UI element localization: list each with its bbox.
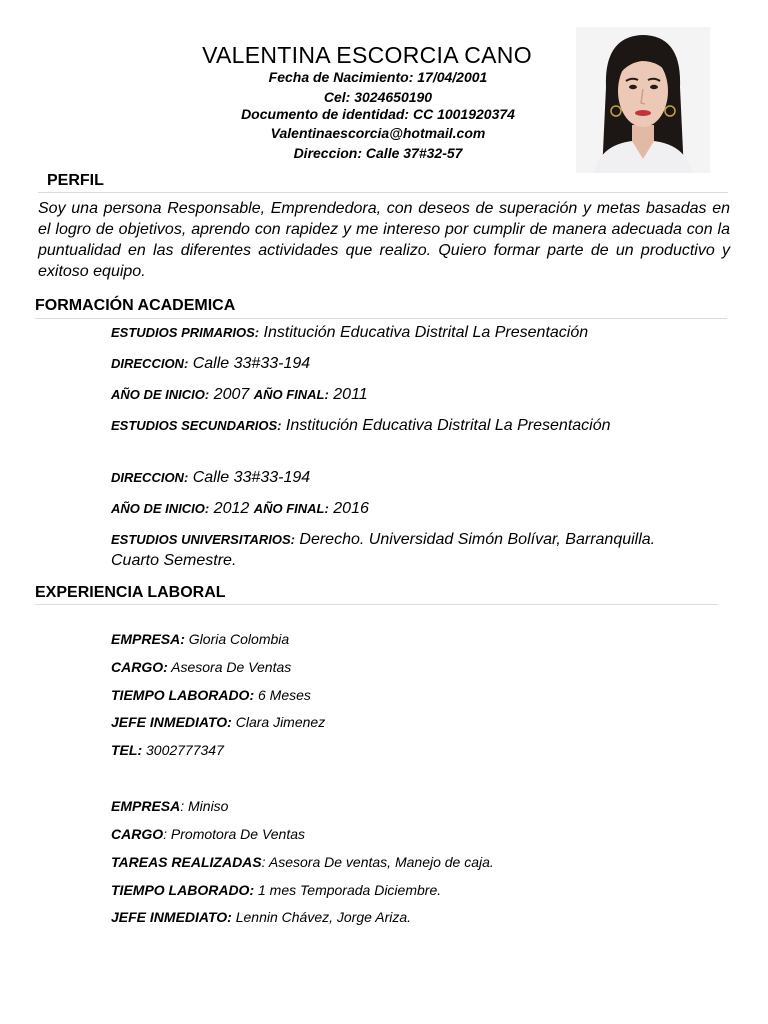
- jefe-value: Lennin Chávez, Jorge Ariza.: [231, 909, 412, 925]
- estudios-universitarios: [111, 529, 658, 571]
- job1-tiempo: [111, 687, 311, 703]
- estudios-universitarios-label: ESTUDIOS UNIVERSITARIOS:: [111, 532, 295, 547]
- email: Valentinaescorcia@hotmail.com: [270, 125, 486, 141]
- estudios-secundarios: [111, 415, 658, 436]
- cargo-value: Asesora De Ventas: [167, 659, 292, 675]
- ano-inicio-label: AÑO DE INICIO:: [111, 501, 210, 516]
- anos-secundarios: [111, 498, 658, 519]
- anos-primarios: [111, 384, 658, 405]
- tiempo-value: 1 mes Temporada Diciembre.: [254, 882, 442, 898]
- profile-photo: [576, 27, 710, 173]
- tareas-label: TAREAS REALIZADAS: [111, 854, 262, 870]
- job1-jefe: [111, 714, 325, 730]
- jefe-label: JEFE INMEDIATO:: [111, 909, 232, 925]
- phone: Cel: 3024650190: [323, 89, 433, 105]
- ano-final-value: 2016: [328, 500, 369, 517]
- direccion-secundarios: [111, 467, 658, 488]
- direccion-value: Calle 33#33-194: [188, 355, 311, 372]
- formacion-title: FORMACIÓN ACADEMICA: [35, 297, 236, 314]
- job1-tel: [111, 742, 224, 758]
- ano-inicio-value: 2007: [209, 386, 254, 403]
- birth-date: Fecha de Nacimiento: 17/04/2001: [268, 69, 488, 85]
- tel-label: TEL:: [111, 742, 143, 758]
- job1-empresa: [111, 631, 289, 647]
- cargo-label: CARGO:: [111, 659, 168, 675]
- estudios-primarios-value: Institución Educativa Distrital La Presentación: [259, 324, 589, 341]
- perfil-divider: [38, 192, 728, 193]
- empresa-label: EMPRESA: [111, 798, 181, 814]
- ano-inicio-label: AÑO DE INICIO:: [111, 387, 210, 402]
- perfil-text: Soy una persona Responsable, Emprendedora, con deseos de superación y metas basadas en el logro de objetivos, aprendo con rapidez y me intereso por cumplir de manera adecuada con la puntualidad en las diferentes actividades que realizo. Quiero formar parte de un productivo y exitoso equipo.: [38, 200, 730, 280]
- tel-value: 3002777347: [142, 742, 224, 758]
- address: Direccion: Calle 37#32-57: [293, 145, 463, 161]
- tareas-value: : Asesora De ventas, Manejo de caja.: [261, 854, 494, 870]
- direccion-label: DIRECCION:: [111, 470, 189, 485]
- empresa-value: Gloria Colombia: [184, 631, 290, 647]
- job2-empresa: [111, 798, 228, 814]
- job1-cargo: [111, 659, 291, 675]
- ano-inicio-value: 2012: [209, 500, 254, 517]
- perfil-title: PERFIL: [47, 172, 104, 189]
- direccion-label: DIRECCION:: [111, 356, 189, 371]
- ano-final-value: 2011: [328, 386, 368, 403]
- jefe-value: Clara Jimenez: [231, 714, 326, 730]
- experiencia-title: EXPERIENCIA LABORAL: [35, 584, 226, 601]
- estudios-primarios: [111, 322, 658, 343]
- jefe-label: JEFE INMEDIATO:: [111, 714, 232, 730]
- empresa-label: EMPRESA:: [111, 631, 185, 647]
- cargo-label: CARGO: [111, 826, 164, 842]
- job2-tareas: [111, 854, 494, 870]
- estudios-secundarios-label: ESTUDIOS SECUNDARIOS:: [111, 418, 282, 433]
- tiempo-label: TIEMPO LABORADO:: [111, 687, 255, 703]
- direccion-value: Calle 33#33-194: [188, 469, 311, 486]
- estudios-primarios-label: ESTUDIOS PRIMARIOS:: [111, 325, 260, 340]
- empresa-value: : Miniso: [180, 798, 229, 814]
- id-document: Documento de identidad: CC 1001920374: [241, 106, 515, 122]
- experiencia-divider: [35, 604, 718, 605]
- job2-cargo: [111, 826, 305, 842]
- estudios-secundarios-value: Institución Educativa Distrital La Presentación: [281, 417, 611, 434]
- estudios-universitarios-value: Derecho. Universidad Simón Bolívar, Barranquilla. Cuarto Semestre.: [111, 531, 656, 569]
- ano-final-label: AÑO FINAL:: [253, 387, 329, 402]
- direccion-primarios: [111, 353, 658, 374]
- tiempo-label: TIEMPO LABORADO:: [111, 882, 255, 898]
- cargo-value: : Promotora De Ventas: [163, 826, 306, 842]
- tiempo-value: 6 Meses: [254, 687, 311, 703]
- ano-final-label: AÑO FINAL:: [253, 501, 329, 516]
- job2-tiempo: [111, 882, 441, 898]
- person-name: VALENTINA ESCORCIA CANO: [202, 42, 532, 68]
- job2-jefe: [111, 909, 411, 925]
- formacion-divider: [35, 318, 727, 319]
